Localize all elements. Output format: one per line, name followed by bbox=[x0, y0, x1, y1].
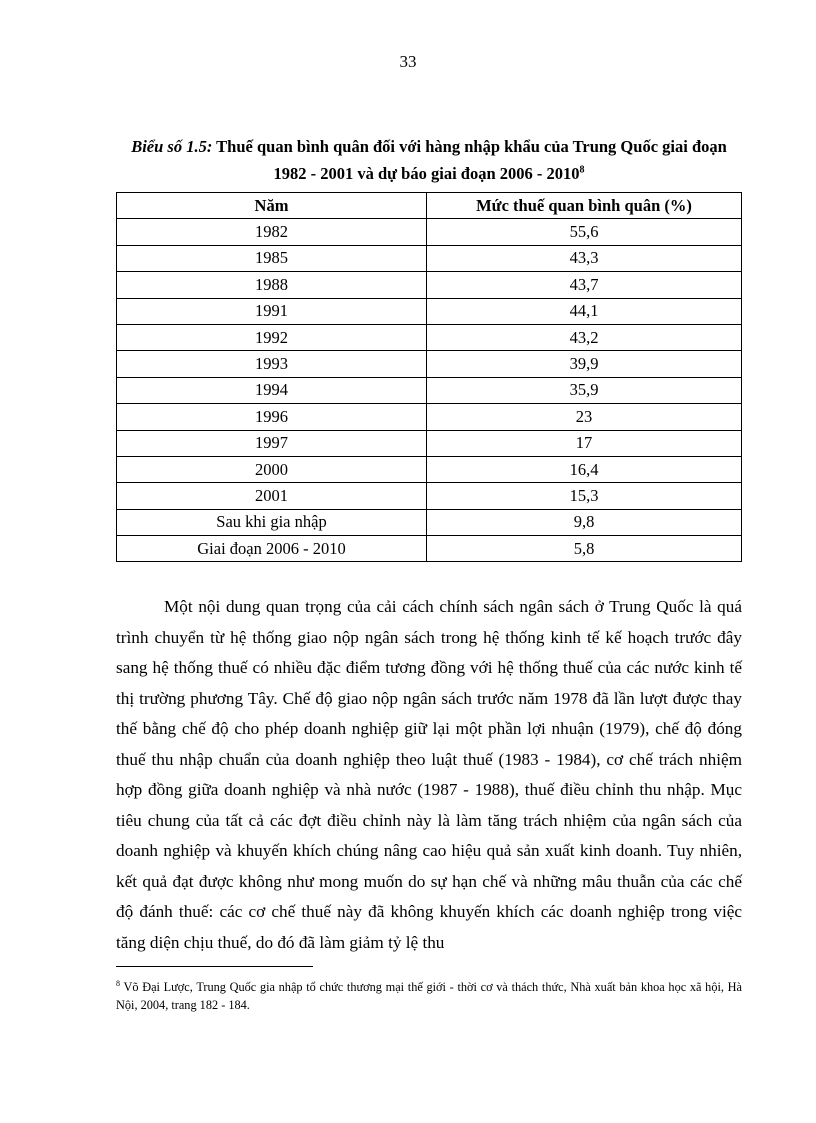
year-cell: 1985 bbox=[117, 245, 427, 271]
table-caption bbox=[116, 133, 742, 187]
tariff-cell: 39,9 bbox=[427, 351, 742, 377]
year-cell: 1982 bbox=[117, 219, 427, 245]
tariff-cell: 5,8 bbox=[427, 536, 742, 562]
tariff-cell: 55,6 bbox=[427, 219, 742, 245]
table-row bbox=[117, 298, 742, 324]
year-cell: 1993 bbox=[117, 351, 427, 377]
tariff-cell: 35,9 bbox=[427, 377, 742, 403]
table-row bbox=[117, 456, 742, 482]
table-row bbox=[117, 377, 742, 403]
year-cell: 1992 bbox=[117, 324, 427, 350]
year-cell: 1997 bbox=[117, 430, 427, 456]
footnote-divider bbox=[116, 966, 313, 967]
caption-text: Thuế quan bình quân đối với hàng nhập khẩu của Trung Quốc giai đoạn 1982 - 2001 và dự báo giai đoạn 2006 - 2010 bbox=[212, 137, 727, 183]
table-row bbox=[117, 245, 742, 271]
year-cell: Giai đoạn 2006 - 2010 bbox=[117, 536, 427, 562]
table-row bbox=[117, 404, 742, 430]
footnote-reference: 8 bbox=[579, 164, 585, 176]
footnote-marker: 8 bbox=[116, 978, 120, 988]
year-cell: 1994 bbox=[117, 377, 427, 403]
caption-prefix: Biểu số 1.5: bbox=[131, 137, 213, 156]
body-paragraph: Một nội dung quan trọng của cải cách chính sách ngân sách ở Trung Quốc là quá trình chuyển từ hệ thống giao nộp ngân sách trong hệ thống kinh tế kế hoạch trước đây sang hệ thống thuế có nhiều đặc điểm tương đồng với hệ thống thuế của các nước kinh tế thị trường phương Tây. Chế độ giao nộp ngân sách trước năm 1978 đã lần lượt được thay thế bằng chế độ cho phép doanh nghiệp giữ lại một phần lợi nhuận (1979), chế độ đóng thuế thu nhập chuẩn của doanh nghiệp theo luật thuế (1983 - 1984), cơ chế trách nhiệm hợp đồng giữa doanh nghiệp và nhà nước (1987 - 1988), thuế điều chỉnh thu nhập. Mục tiêu chung của tất cả các đợt điều chỉnh này là làm tăng trách nhiệm của ngân sách của doanh nghiệp và khuyến khích chúng nâng cao hiệu quả sản xuất kinh doanh. Tuy nhiên, kết quả đạt được không như mong muốn do sự hạn chế và những mâu thuẫn của các chế độ đánh thuế: các cơ chế thuế này đã không khuyến khích các doanh nghiệp trong việc tăng diện chịu thuế, do đó đã làm giảm tỷ lệ thu bbox=[116, 597, 742, 952]
year-cell: Sau khi gia nhập bbox=[117, 509, 427, 535]
tariff-table bbox=[116, 192, 742, 562]
tariff-cell: 43,2 bbox=[427, 324, 742, 350]
body-text bbox=[116, 592, 742, 958]
tariff-cell: 15,3 bbox=[427, 483, 742, 509]
table-row bbox=[117, 509, 742, 535]
table-row bbox=[117, 324, 742, 350]
tariff-cell: 44,1 bbox=[427, 298, 742, 324]
table-row bbox=[117, 219, 742, 245]
year-cell: 2000 bbox=[117, 456, 427, 482]
footnote-text: Võ Đại Lược, Trung Quốc gia nhập tổ chức thương mại thế giới - thời cơ và thách thức, Nhà xuất bản khoa học xã hội, Hà Nội, 2004, trang 182 - 184. bbox=[116, 980, 742, 1012]
table-row bbox=[117, 430, 742, 456]
tariff-cell: 9,8 bbox=[427, 509, 742, 535]
tariff-cell: 43,7 bbox=[427, 272, 742, 298]
table-header-row bbox=[117, 193, 742, 219]
table-row bbox=[117, 483, 742, 509]
footnote bbox=[116, 978, 742, 1014]
tariff-cell: 23 bbox=[427, 404, 742, 430]
year-cell: 1988 bbox=[117, 272, 427, 298]
tariff-cell: 43,3 bbox=[427, 245, 742, 271]
year-cell: 2001 bbox=[117, 483, 427, 509]
header-year: Năm bbox=[117, 193, 427, 219]
table-row bbox=[117, 536, 742, 562]
year-cell: 1996 bbox=[117, 404, 427, 430]
header-tariff: Mức thuế quan bình quân (%) bbox=[427, 193, 742, 219]
year-cell: 1991 bbox=[117, 298, 427, 324]
tariff-cell: 16,4 bbox=[427, 456, 742, 482]
page-number: 33 bbox=[399, 52, 417, 71]
tariff-cell: 17 bbox=[427, 430, 742, 456]
table-row bbox=[117, 272, 742, 298]
table-row bbox=[117, 351, 742, 377]
